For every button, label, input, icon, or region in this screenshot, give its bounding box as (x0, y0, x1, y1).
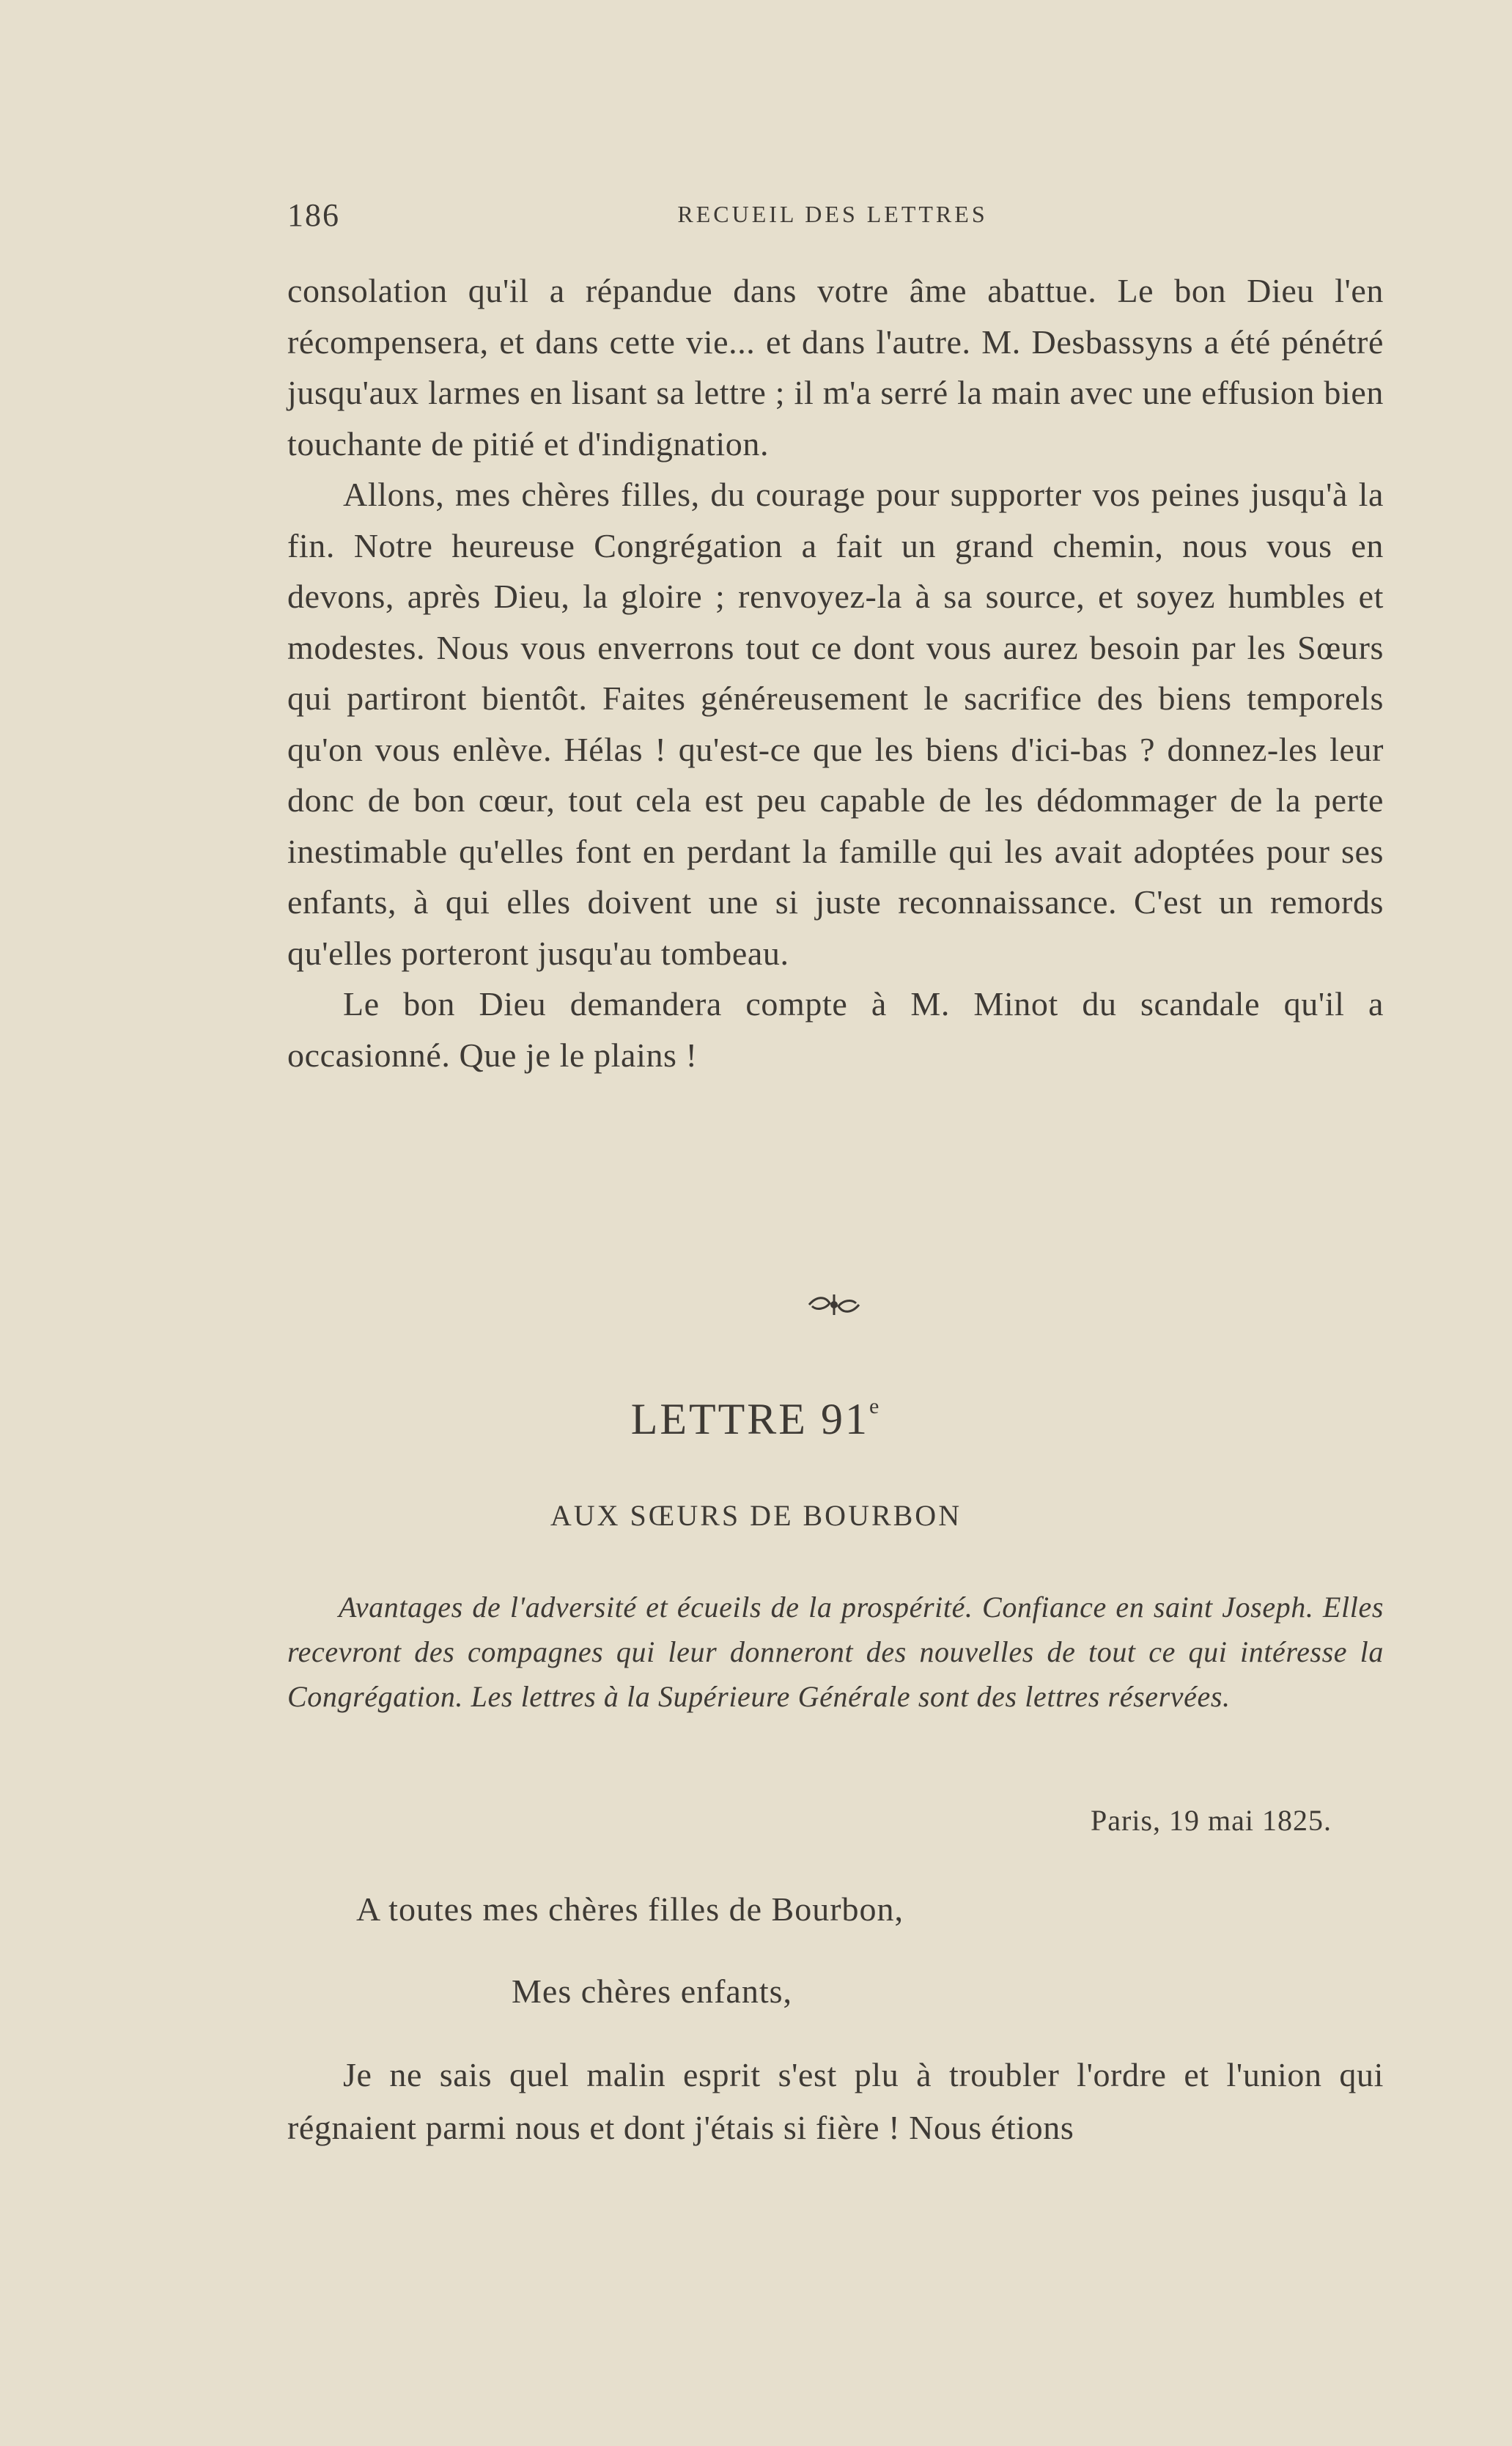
paragraph-2: Allons, mes chères filles, du courage pour supporter vos peines jusqu'à la fin. Notre heureuse Congrégation a fait un grand chemin, nous vous en devons, après Dieu, la gloire ; renvoyez-la à sa source, et soyez humbles et modestes. Nous vous enverrons tout ce dont vous aurez besoin par les Sœurs qui partiront bientôt. Faites généreusement le sacrifice des biens temporels qu'on vous enlève. Hélas ! qu'est-ce que les biens d'ici-bas ? donnez-les leur donc de bon cœur, tout cela est peu capable de les dédommager de la perte inestimable qu'elles font en perdant la famille qui les avait adoptées pour ses enfants, à qui elles doivent une si juste reconnaissance. C'est un remords qu'elles porteront jusqu'au tombeau. (287, 476, 1384, 972)
page-number: 186 (287, 197, 340, 233)
salutation-line-2: Mes chères enfants, (512, 1972, 793, 2010)
dateline: Paris, 19 mai 1825. (1091, 1804, 1332, 1837)
opening-paragraph: Je ne sais quel malin esprit s'est plu à troubler l'ordre et l'union qui régnaient parmi nous et dont j'étais si fière ! Nous étions (287, 2056, 1384, 2146)
paragraph-1: consolation qu'il a répandue dans votre âme abattue. Le bon Dieu l'en récompensera, et dans cette vie... et dans l'autre. M. Desbassyns a été pénétré jusqu'aux larmes en lisant sa lettre ; il m'a serré la main avec une effusion bien touchante de pitié et d'indignation. (287, 272, 1384, 463)
fleuron-ornament-icon (806, 1292, 862, 1318)
paragraph-3: Le bon Dieu demandera compte à M. Minot du scandale qu'il a occasionné. Que je le plains ! (287, 985, 1384, 1074)
letter-title (0, 1394, 1512, 1445)
letter-opening-text (287, 2049, 1384, 2154)
letter-recipients: AUX SŒURS DE BOURBON (550, 1499, 962, 1532)
body-text (287, 265, 1384, 1080)
salutation-line-1: A toutes mes chères filles de Bourbon, (356, 1890, 904, 1928)
running-title: RECUEIL DES LETTRES (677, 201, 988, 227)
letter-title-superscript: e (869, 1394, 882, 1418)
letter-summary (287, 1585, 1384, 1719)
summary-text: Avantages de l'adversité et écueils de la prospérité. Confiance en saint Joseph. Elles recevront des compagnes qui leur donneront des nouvelles de tout ce qui intéresse la Congrégation. Les lettres à la Supérieure Générale sont des lettres réservées. (287, 1591, 1384, 1713)
page-header (287, 196, 1378, 240)
letter-title-text: LETTRE 91 (630, 1395, 869, 1443)
